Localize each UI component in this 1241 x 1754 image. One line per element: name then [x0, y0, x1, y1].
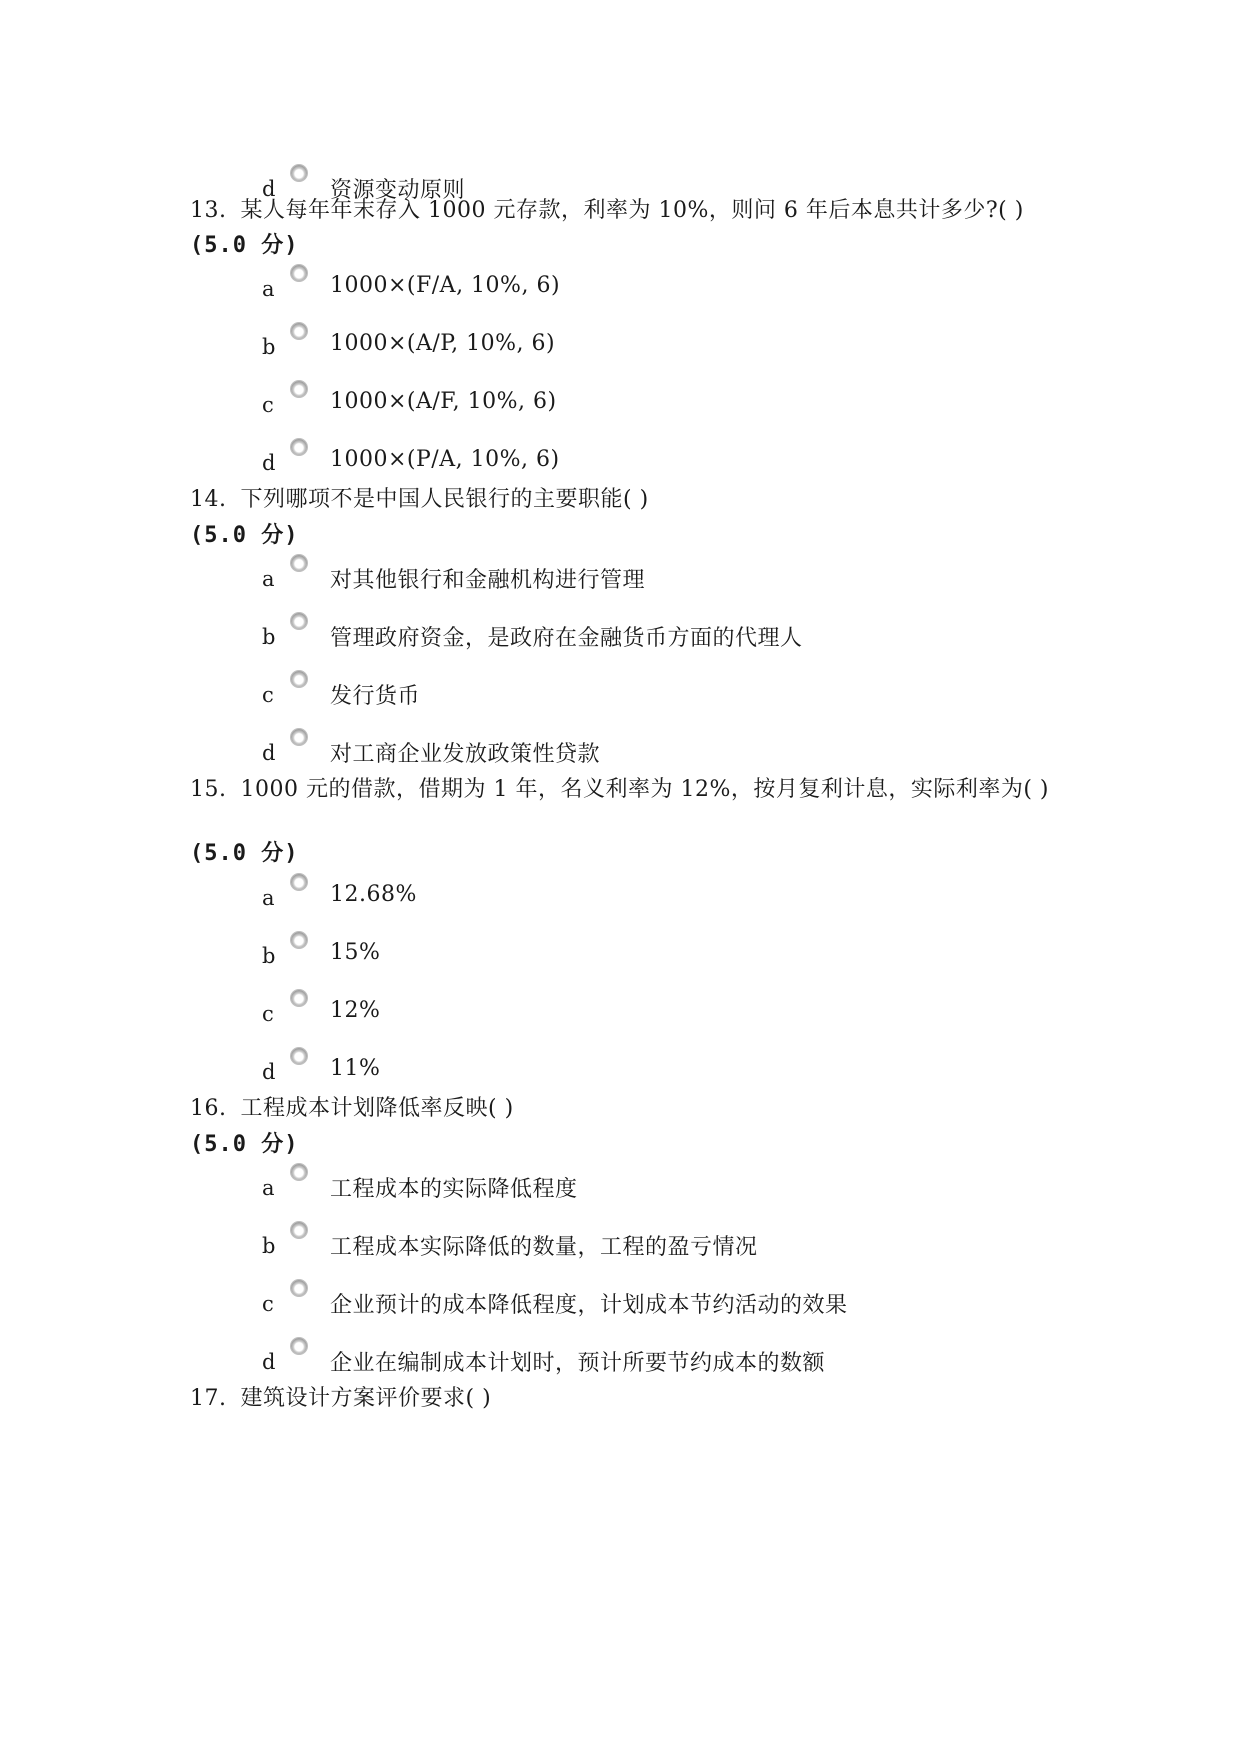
question-score: (5.0 分)	[190, 523, 299, 548]
radio-button[interactable]	[291, 439, 307, 455]
question-text: 工程成本计划降低率反映( )	[240, 1096, 514, 1121]
question-text: 1000 元的借款，借期为 1 年，名义利率为 12%，按月复利计息，实际利率为( )	[240, 777, 1050, 802]
option-text: 工程成本的实际降低程度	[330, 1177, 578, 1202]
option-text: 11%	[330, 1056, 381, 1081]
option-14-c[interactable]	[262, 671, 1082, 711]
radio-button[interactable]	[291, 1280, 307, 1296]
option-letter: a	[262, 886, 275, 910]
option-letter: b	[262, 1234, 276, 1258]
option-14-d[interactable]	[262, 729, 1082, 769]
option-text: 12%	[330, 998, 381, 1023]
option-14-b[interactable]	[262, 613, 1082, 653]
radio-button[interactable]	[291, 932, 307, 948]
question-number: 16.	[190, 1096, 227, 1121]
option-letter: b	[262, 625, 276, 649]
question-text: 下列哪项不是中国人民银行的主要职能( )	[240, 487, 649, 512]
question-number: 13.	[190, 198, 227, 223]
option-16-b[interactable]	[262, 1222, 1082, 1262]
option-letter: a	[262, 277, 275, 301]
option-text: 12.68%	[330, 882, 417, 907]
radio-button[interactable]	[291, 671, 307, 687]
option-text: 对其他银行和金融机构进行管理	[330, 568, 646, 593]
option-letter: b	[262, 335, 276, 359]
radio-button[interactable]	[291, 555, 307, 571]
option-15-b[interactable]	[262, 932, 1082, 972]
option-letter: d	[262, 177, 276, 201]
option-text: 企业在编制成本计划时，预计所要节约成本的数额	[330, 1351, 826, 1376]
radio-button[interactable]	[291, 990, 307, 1006]
option-text: 资源变动原则	[330, 178, 466, 203]
option-16-c[interactable]	[262, 1280, 1082, 1320]
option-text: 工程成本实际降低的数量，工程的盈亏情况	[330, 1235, 758, 1260]
option-15-a[interactable]	[262, 874, 1082, 914]
option-letter: d	[262, 1350, 276, 1374]
option-text: 发行货币	[330, 684, 421, 709]
question-text: 某人每年年末存入 1000 元存款，利率为 10%，则问 6 年后本息共计多少?( )	[240, 198, 1024, 223]
option-letter: d	[262, 1060, 276, 1084]
question-16	[190, 1091, 1070, 1126]
radio-button[interactable]	[291, 1222, 307, 1238]
radio-button[interactable]	[291, 1164, 307, 1180]
radio-button[interactable]	[291, 613, 307, 629]
question-13	[190, 193, 1070, 228]
option-text: 1000×(P/A, 10%, 6)	[330, 447, 560, 472]
radio-button[interactable]	[291, 165, 307, 181]
option-text: 对工商企业发放政策性贷款	[330, 742, 601, 767]
question-number: 15.	[190, 777, 227, 802]
option-letter: a	[262, 1176, 275, 1200]
option-15-d[interactable]	[262, 1048, 1082, 1088]
option-13-a[interactable]	[262, 265, 1082, 305]
option-13-b[interactable]	[262, 323, 1082, 363]
question-score: (5.0 分)	[190, 1132, 299, 1157]
option-text: 企业预计的成本降低程度，计划成本节约活动的效果	[330, 1293, 848, 1318]
option-15-c[interactable]	[262, 990, 1082, 1030]
option-letter: d	[262, 741, 276, 765]
option-letter: c	[262, 1292, 274, 1316]
option-16-a[interactable]	[262, 1164, 1082, 1204]
radio-button[interactable]	[291, 265, 307, 281]
radio-button[interactable]	[291, 323, 307, 339]
option-letter: c	[262, 683, 274, 707]
radio-button[interactable]	[291, 1338, 307, 1354]
option-letter: c	[262, 393, 274, 417]
option-letter: d	[262, 451, 276, 475]
option-16-d[interactable]	[262, 1338, 1082, 1378]
option-13-c[interactable]	[262, 381, 1082, 421]
radio-button[interactable]	[291, 381, 307, 397]
question-17	[190, 1381, 1070, 1416]
question-number: 17.	[190, 1386, 227, 1411]
radio-button[interactable]	[291, 874, 307, 890]
option-text: 15%	[330, 940, 381, 965]
option-text: 1000×(F/A, 10%, 6)	[330, 273, 561, 298]
option-text: 1000×(A/F, 10%, 6)	[330, 389, 557, 414]
question-number: 14.	[190, 487, 227, 512]
option-13-d[interactable]	[262, 439, 1082, 479]
question-15	[190, 772, 1070, 807]
question-text: 建筑设计方案评价要求( )	[240, 1386, 492, 1411]
option-letter: c	[262, 1002, 274, 1026]
option-letter: a	[262, 567, 275, 591]
question-14	[190, 482, 1070, 517]
option-letter: b	[262, 944, 276, 968]
radio-button[interactable]	[291, 1048, 307, 1064]
option-text: 1000×(A/P, 10%, 6)	[330, 331, 556, 356]
option-text: 管理政府资金，是政府在金融货币方面的代理人	[330, 626, 803, 651]
question-score: (5.0 分)	[190, 841, 299, 866]
option-14-a[interactable]	[262, 555, 1082, 595]
question-score: (5.0 分)	[190, 233, 299, 258]
radio-button[interactable]	[291, 729, 307, 745]
